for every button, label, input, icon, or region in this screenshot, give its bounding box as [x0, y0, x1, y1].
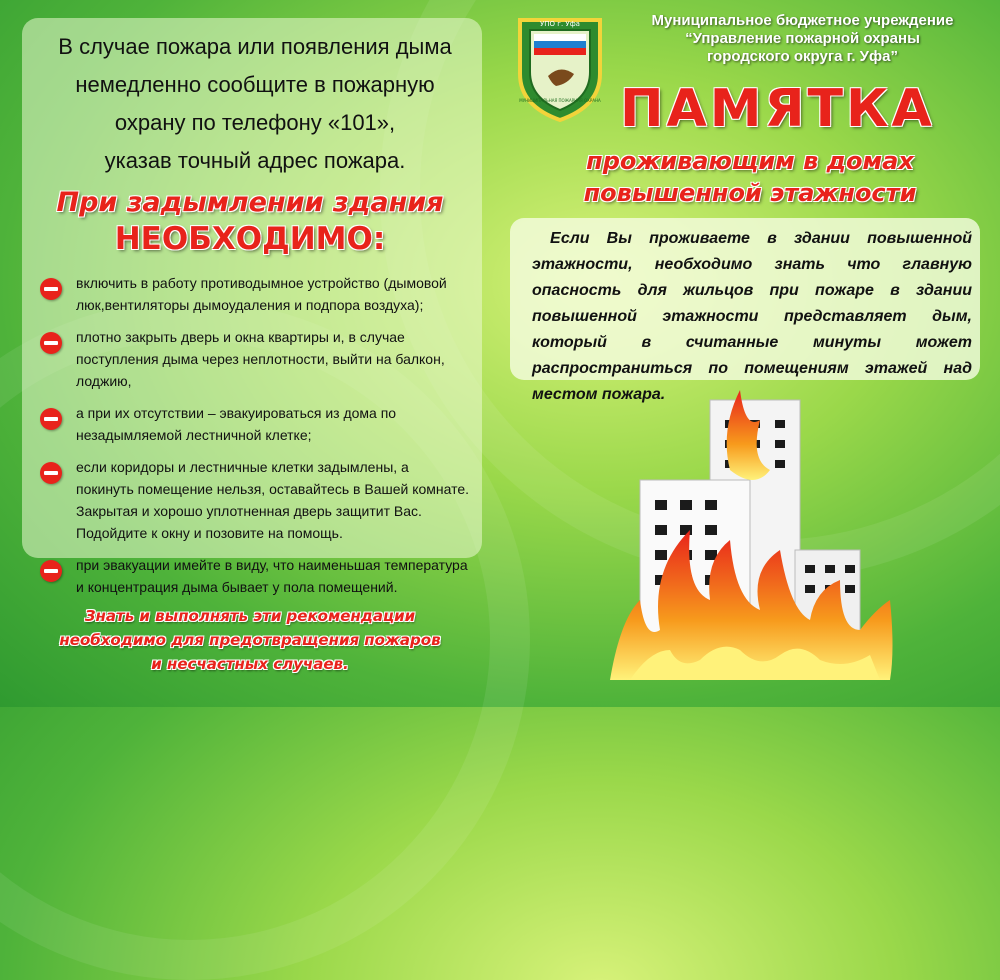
- no-entry-icon: [40, 462, 62, 484]
- rule-text: если коридоры и лестничные клетки задымлены, а покинуть помещение нельзя, оставайтесь в Вашей комнате. Закрытая и хорошо уплотненная дверь защитит Вас. Подойдите к окну и позовите на помощь.: [76, 459, 470, 541]
- no-entry-icon: [40, 278, 62, 300]
- rule-item: [40, 272, 470, 316]
- smoke-heading: [30, 186, 470, 258]
- rule-text: включить в работу противодымное устройство (дымовой люк,вентиляторы дымоудаления и подпора воздуха);: [76, 275, 447, 313]
- subtitle: [540, 145, 960, 209]
- call-line: охрану по телефону «101»,: [114, 110, 396, 135]
- rule-item: [40, 554, 470, 598]
- smoke-heading-line1: При задымлении здания: [56, 187, 444, 218]
- footer-note: [30, 604, 470, 676]
- emblem-ring-text: МУНИЦИПАЛЬНАЯ ПОЖАРНАЯ ОХРАНА: [519, 98, 601, 103]
- subtitle-line2: повышенной этажности: [583, 179, 917, 207]
- rule-text: а при их отсутствии – эвакуироваться из дома по незадымляемой лестничной клетке;: [76, 405, 397, 443]
- organization-name: [620, 12, 985, 66]
- rules-list: [40, 272, 470, 608]
- footer-line: и несчастных случаев.: [151, 655, 349, 673]
- org-line: городского округа г. Уфа”: [707, 48, 898, 65]
- call-line: немедленно сообщите в пожарную: [75, 72, 435, 97]
- rule-text: при эвакуации имейте в виду, что наименьшая температура и концентрация дыма бывает у пола помещений.: [76, 557, 468, 595]
- main-title: ПАМЯТКА: [620, 79, 935, 139]
- footer-line: необходимо для предотвращения пожаров: [59, 631, 441, 649]
- emergency-call-text: [40, 28, 470, 180]
- emblem-top-text: УПО г. Уфа: [540, 20, 580, 28]
- rule-text: плотно закрыть дверь и окна квартиры и, в случае поступления дыма через неплотности, выйти на балкон, лоджию,: [76, 329, 445, 389]
- emblem-shield-icon: [512, 14, 608, 124]
- rule-item: [40, 326, 470, 392]
- intro-text: Если Вы проживаете в здании повышенной этажности, необходимо знать что главную опасность для жильцов при пожаре в здании повышенной этажности представляет дым, который в считанные минуты может распространиться по помещениям этажей над местом пожара.: [532, 230, 972, 403]
- call-line: В случае пожара или появления дыма: [58, 34, 452, 59]
- no-entry-icon: [40, 408, 62, 430]
- no-entry-icon: [40, 560, 62, 582]
- call-line: указав точный адрес пожара.: [104, 148, 406, 173]
- org-line: “Управление пожарной охраны: [685, 30, 920, 47]
- footer-line: Знать и выполнять эти рекомендации: [84, 607, 416, 625]
- rule-item: [40, 402, 470, 446]
- burning-building-icon: [600, 380, 900, 700]
- smoke-heading-line2: НЕОБХОДИМО:: [114, 221, 386, 257]
- rule-item: [40, 456, 470, 544]
- org-line: Муниципальное бюджетное учреждение: [651, 12, 954, 29]
- subtitle-line1: проживающим в домах: [586, 147, 914, 175]
- no-entry-icon: [40, 332, 62, 354]
